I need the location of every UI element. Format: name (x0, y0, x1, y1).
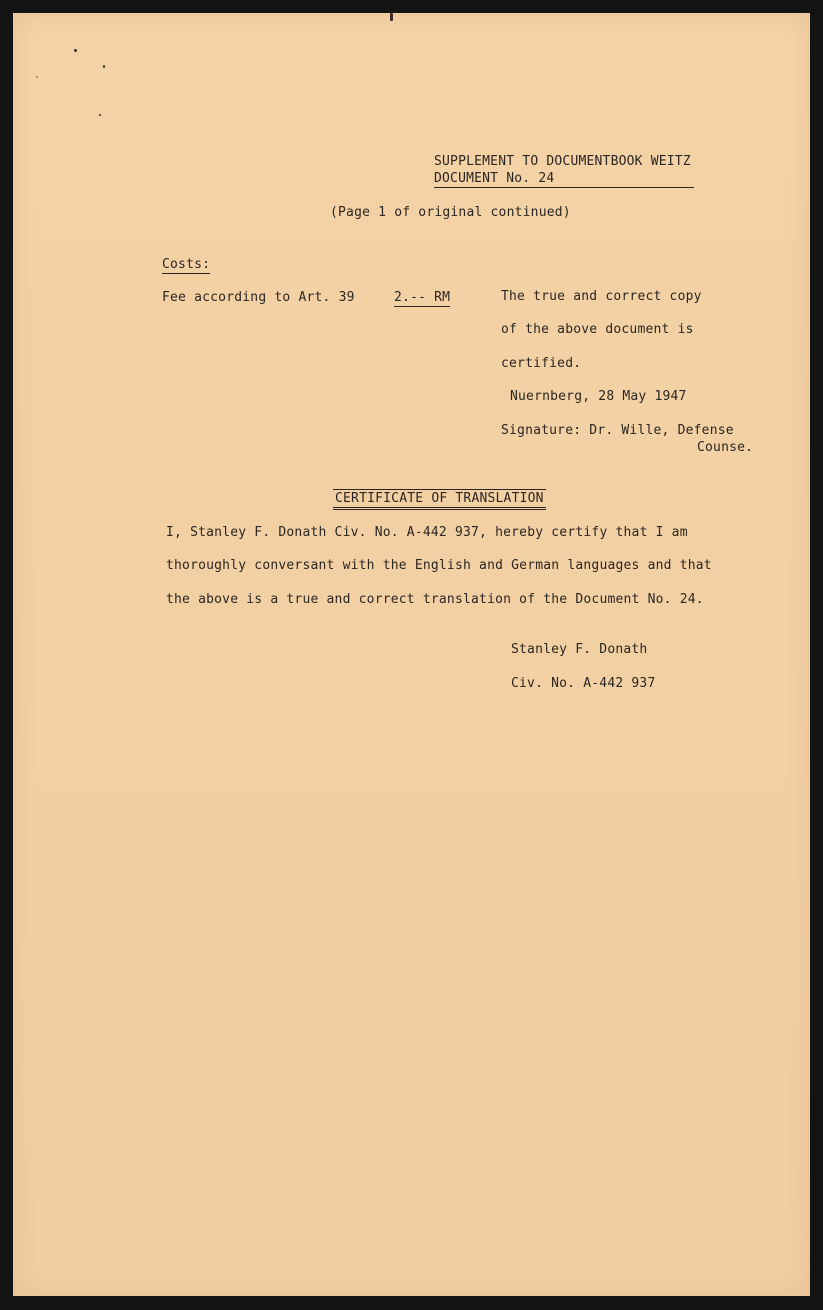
costs-heading: Costs: (162, 257, 211, 272)
translation-paragraph-line-3: the above is a true and correct translation of the Document No. 24. (166, 592, 704, 607)
page-note: (Page 1 of original continued) (330, 205, 571, 220)
translator-name: Stanley F. Donath (511, 642, 648, 657)
certification-line-1: The true and correct copy (501, 289, 702, 304)
ink-speck (36, 76, 38, 78)
ink-speck (74, 49, 77, 52)
certification-signature: Signature: Dr. Wille, Defense (501, 423, 734, 438)
certification-place-date: Nuernberg, 28 May 1947 (510, 389, 687, 404)
document-number: DOCUMENT No. 24 (434, 172, 694, 188)
ink-speck (103, 65, 105, 68)
supplement-title: SUPPLEMENT TO DOCUMENTBOOK WEITZ (434, 154, 691, 169)
certification-line-3: certified. (501, 356, 582, 371)
certification-line-2: of the above document is (501, 322, 694, 337)
ink-speck (99, 114, 101, 116)
translation-title: CERTIFICATE OF TRANSLATION (333, 489, 546, 510)
fee-amount: 2.-- RM (394, 290, 451, 305)
translation-paragraph-line-2: thoroughly conversant with the English and German languages and that (166, 558, 712, 573)
translator-civ-number: Civ. No. A-442 937 (511, 676, 656, 691)
fee-label: Fee according to Art. 39 (162, 290, 355, 305)
translation-paragraph-line-1: I, Stanley F. Donath Civ. No. A-442 937, hereby certify that I am (166, 525, 688, 540)
certification-signature-cont: Counse. (697, 440, 754, 455)
paper-sheet (13, 13, 810, 1296)
ink-speck (390, 13, 393, 21)
